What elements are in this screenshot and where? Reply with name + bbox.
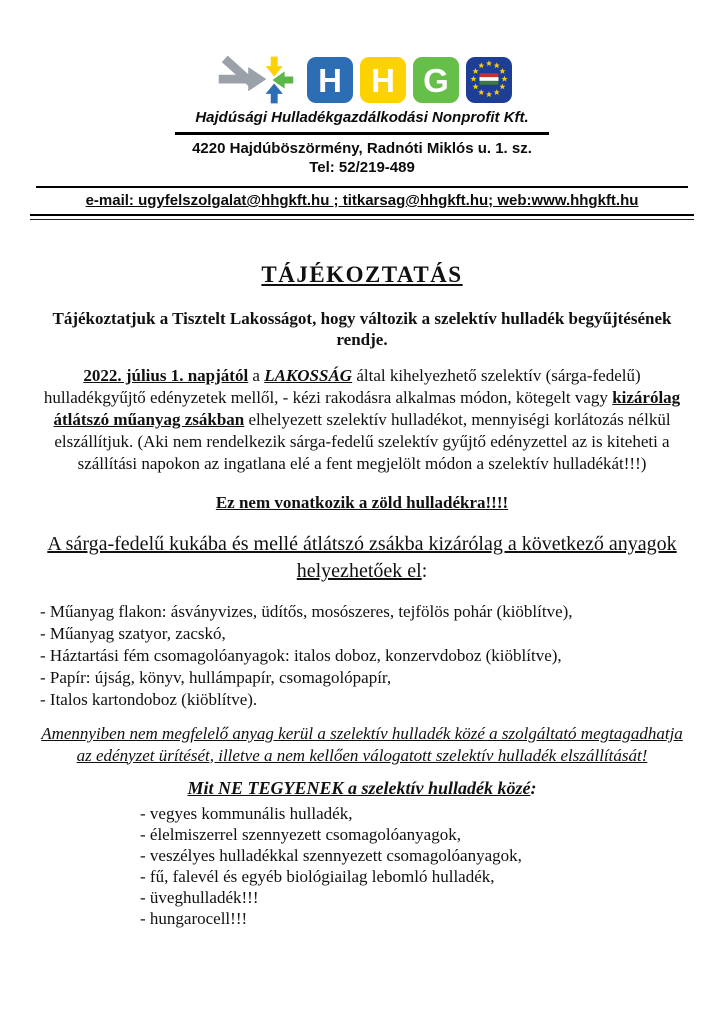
forbidden-materials-heading	[36, 777, 688, 799]
letterhead	[0, 0, 724, 220]
hhg-letter-tile-yellow	[360, 57, 406, 103]
tile-letter: H	[371, 61, 395, 99]
company-logo	[0, 56, 724, 104]
list-item: - üveghulladék!!!	[140, 888, 259, 907]
list-item: - Műanyag flakon: ásványvizes, üdítős, mosószeres, tejfölös pohár (kiöblítve),	[40, 602, 573, 621]
list-item: - Műanyag szatyor, zacskó,	[40, 624, 226, 643]
list-item: - veszélyes hulladékkal szennyezett csomagolóanyagok,	[140, 846, 522, 865]
recycling-arrows-icon	[212, 54, 300, 106]
paragraph-text: a	[248, 366, 265, 385]
address-line: 4220 Hajdúböszörmény, Radnóti Miklós u. 1. sz.	[192, 140, 532, 157]
green-waste-warning: Ez nem vonatkozik a zöld hulladékra!!!!	[215, 493, 509, 512]
list-item: - Papír: újság, könyv, hullámpapír, csomagolópapír,	[40, 668, 392, 687]
lakossag-emphasis: LAKOSSÁG	[264, 366, 353, 385]
divider-short-thick	[175, 132, 549, 135]
list-item: - fű, falevél és egyéb biológiailag lebomló hulladék,	[140, 867, 495, 886]
list-item: - vegyes kommunális hulladék,	[140, 804, 353, 823]
list-item: - Italos kartondoboz (kiöblítve).	[40, 690, 258, 709]
main-paragraph	[36, 365, 688, 475]
document-body	[0, 260, 724, 929]
company-name: Hajdúsági Hulladékgazdálkodási Nonprofit Kft.	[195, 109, 529, 126]
allowed-materials-list	[40, 601, 688, 711]
hhg-letter-tile-blue	[307, 57, 353, 103]
paragraph-text: által kihelyezhető szelektív (sárga-fedelű) hulladékgyűjtő edényzetek mellől, - kézi rakodásra alkalmas módon, kötegelt vagy	[43, 366, 641, 407]
list-item: - hungarocell!!!	[140, 909, 248, 928]
hhg-letter-tile-green	[413, 57, 459, 103]
list-item: - élelmiszerrel szennyezett csomagolóanyagok,	[140, 825, 461, 844]
allowed-heading-colon: :	[421, 560, 428, 582]
paragraph-text: elhelyezett szelektív hulladékot, mennyiségi korlátozás nélkül elszállítjuk. (Aki nem rendelkezik sárga-fedelű szelektív gyűjtő edényzettel az is kiteheti a szállítási napokon az ingatlana elé a fent megjelölt módon a szelektív hulladékát!!!)	[54, 410, 671, 473]
phone-line: Tel: 52/219-489	[309, 159, 415, 176]
divider-thin	[36, 186, 688, 188]
refusal-note: Amennyiben nem megfelelő anyag kerül a szelektív hulladék közé a szolgáltató megtagadhatja az edényzet ürítését, illetve a nem kellően válogatott szelektív hulladék elszállítását!	[41, 724, 683, 765]
divider-double	[30, 214, 694, 220]
intro-paragraph: Tájékoztatjuk a Tisztelt Lakosságot, hogy változik a szelektív hulladék begyűjtésének rendje.	[52, 309, 672, 349]
forbidden-heading-colon: :	[530, 778, 537, 798]
date-emphasis: 2022. július 1. napjától	[83, 366, 249, 385]
tile-letter: H	[318, 61, 342, 99]
bag-emphasis: kizárólag átlátszó műanyag zsákban	[53, 388, 681, 429]
hungarian-flag-icon	[480, 73, 499, 85]
allowed-heading-text: A sárga-fedelű kukába és mellé átlátszó zsákba kizárólag a következő anyagok helyezhetőek el	[47, 533, 677, 582]
email-line: e-mail: ugyfelszolgalat@hhgkft.hu ; titkarsag@hhgkft.hu; web:www.hhgkft.hu	[85, 192, 639, 209]
eu-flag-icon	[466, 57, 512, 103]
forbidden-materials-list	[140, 803, 688, 929]
list-item: - Háztartási fém csomagolóanyagok: italos doboz, konzervdoboz (kiöblítve),	[40, 646, 562, 665]
allowed-materials-heading	[36, 531, 688, 585]
tile-letter: G	[423, 61, 449, 99]
page-title: TÁJÉKOZTATÁS	[261, 262, 463, 287]
forbidden-heading-text: Mit NE TEGYENEK a szelektív hulladék közé	[187, 778, 531, 798]
